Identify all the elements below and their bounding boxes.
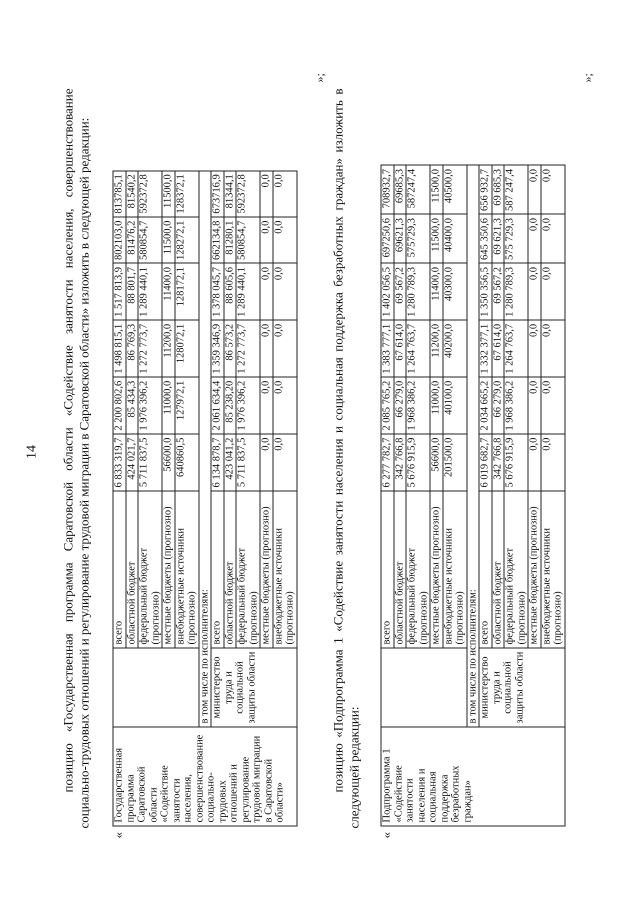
value-cell: 40400,0 <box>443 215 467 264</box>
value-cell: 6 277 782,7 <box>381 434 394 491</box>
value-cell: 1 968 386,2 <box>504 377 528 434</box>
value-cell: 1 280 789,3 <box>406 264 430 321</box>
funding-source-cell: областной бюджет <box>394 491 407 648</box>
value-cell: 88 605,6 <box>224 264 237 321</box>
value-cell: 11500,0 <box>430 215 443 264</box>
funding-source-cell: внебюджетные источники (прогнозно) <box>175 491 199 648</box>
table-row <box>113 171 126 826</box>
value-cell: 0,0 <box>273 264 297 321</box>
funding-source-cell: всего <box>381 491 394 648</box>
value-cell: 0,0 <box>528 166 541 215</box>
in-number-cell: в том числе по исполнителям: <box>467 166 480 728</box>
value-cell: 5 711 837,5 <box>138 434 162 491</box>
value-cell: 81344,1 <box>224 171 237 217</box>
funding-source-cell: областной бюджет <box>492 491 505 648</box>
value-cell: 11200,0 <box>162 320 175 377</box>
value-cell: 40100,0 <box>443 377 467 434</box>
page-number: 14 <box>24 445 40 459</box>
value-cell: 0,0 <box>528 320 541 377</box>
row-label-cell: Подпрограмма 1 «Содействие занятости населения и социальная поддержка безработных граждан» <box>381 727 565 826</box>
paragraph-program-position <box>61 89 92 829</box>
value-cell: 0,0 <box>273 434 297 491</box>
value-cell: 11400,0 <box>162 264 175 321</box>
value-cell: 66 279,0 <box>492 377 505 434</box>
subtotal-spacer-cell <box>381 648 467 727</box>
value-cell: 0,0 <box>273 377 297 434</box>
value-cell: 0,0 <box>541 434 565 491</box>
rotated-document-page <box>1 0 640 905</box>
subtotal-spacer-cell <box>113 648 199 727</box>
open-quote-1: « <box>110 832 126 839</box>
closing-quote-2: »; <box>580 73 595 83</box>
value-cell: 592372,8 <box>138 171 162 217</box>
value-cell: 580854,7 <box>236 217 260 263</box>
value-cell: 1 968 386,2 <box>406 377 430 434</box>
value-cell: 342 766,8 <box>394 434 407 491</box>
closing-quote-1: »; <box>312 73 327 83</box>
funding-source-cell: федеральный бюджет (прогнозно) <box>138 491 162 648</box>
value-cell: 2 061 634,4 <box>211 377 224 434</box>
value-cell: 0,0 <box>541 166 565 215</box>
value-cell: 128372,1 <box>175 171 199 217</box>
value-cell: 128272,1 <box>175 217 199 263</box>
funding-source-cell: федеральный бюджет (прогнозно) <box>406 491 430 648</box>
value-cell: 11400,0 <box>430 264 443 321</box>
value-cell: 11500,0 <box>162 217 175 263</box>
row-label-cell: Государственная программа Саратовской области «Содействие занятости населения, совершенствование социально-трудовых отношений и регулирование трудовой миграции в Саратовской области» <box>113 727 297 826</box>
value-cell: 587 247,4 <box>504 166 528 215</box>
funding-source-cell: всего <box>211 491 224 648</box>
value-cell: 5 676 915,9 <box>406 434 430 491</box>
value-cell: 127972,1 <box>175 377 199 434</box>
value-cell: 592372,8 <box>236 171 260 217</box>
value-cell: 0,0 <box>273 217 297 263</box>
value-cell: 11500,0 <box>430 166 443 215</box>
value-cell: 813785,1 <box>113 171 126 217</box>
value-cell: 88 801,7 <box>126 264 139 321</box>
funding-source-cell: областной бюджет <box>224 491 237 648</box>
funding-source-cell: внебюджетные источники (прогнозно) <box>443 491 467 648</box>
executor-cell: министерство труда и социальной защиты области <box>211 648 297 727</box>
value-cell: 69 567,2 <box>394 264 407 321</box>
value-cell: 1 332 377,1 <box>479 320 492 377</box>
table-row <box>381 166 394 827</box>
value-cell: 81476,2 <box>126 217 139 263</box>
value-cell: 69 685,3 <box>492 166 505 215</box>
value-cell: 662134,8 <box>211 217 224 263</box>
value-cell: 0,0 <box>260 320 273 377</box>
value-cell: 697250,6 <box>381 215 394 264</box>
funding-source-cell: местные бюджеты (прогнозно) <box>162 491 175 648</box>
value-cell: 66 279,0 <box>394 377 407 434</box>
value-cell: 1 498 815,1 <box>113 320 126 377</box>
value-cell: 5 676 915,9 <box>504 434 528 491</box>
funding-source-cell: федеральный бюджет (прогнозно) <box>236 491 260 648</box>
value-cell: 2 034 665,2 <box>479 377 492 434</box>
value-cell: 580854,7 <box>138 217 162 263</box>
funding-source-cell: областной бюджет <box>126 491 139 648</box>
open-quote-2: « <box>378 832 394 839</box>
value-cell: 86 573,2 <box>224 320 237 377</box>
value-cell: 1 378 045,7 <box>211 264 224 321</box>
value-cell: 81540,2 <box>126 171 139 217</box>
value-cell: 587247,4 <box>406 166 430 215</box>
subprogram-funding-table <box>381 165 566 827</box>
value-cell: 1 289 440,1 <box>236 264 260 321</box>
value-cell: 69621,3 <box>394 215 407 264</box>
value-cell: 40500,0 <box>443 166 467 215</box>
value-cell: 0,0 <box>273 171 297 217</box>
value-cell: 6 134 878,7 <box>211 434 224 491</box>
value-cell: 11000,0 <box>430 377 443 434</box>
value-cell: 11200,0 <box>430 320 443 377</box>
value-cell: 0,0 <box>260 377 273 434</box>
executor-cell: министерство труда и социальной защиты области <box>479 648 565 727</box>
value-cell: 1 272 773,7 <box>138 320 162 377</box>
funding-source-cell: внебюджетные источники (прогнозно) <box>541 491 565 648</box>
value-cell: 11500,0 <box>162 171 175 217</box>
value-cell: 128172,1 <box>175 264 199 321</box>
value-cell: 2 200 802,6 <box>113 377 126 434</box>
value-cell: 0,0 <box>528 377 541 434</box>
value-cell: 6 833 319,7 <box>113 434 126 491</box>
table-row <box>467 166 480 827</box>
value-cell: 69 621,3 <box>492 215 505 264</box>
value-cell: 85 238,20 <box>224 377 237 434</box>
paragraph-program-text: позицию «Государственная программа Саратовской области «Содействие занятости населения, совершенствование социально-трудовых отношений и регулирование трудовой миграции в Саратовской области» изложить в следующей редакции: <box>60 88 91 829</box>
value-cell: 1 402 056,5 <box>381 264 394 321</box>
program-funding-table <box>113 170 298 826</box>
funding-source-cell: федеральный бюджет (прогнозно) <box>504 491 528 648</box>
value-cell: 67 614,0 <box>394 320 407 377</box>
value-cell: 0,0 <box>541 377 565 434</box>
value-cell: 56600,0 <box>430 434 443 491</box>
value-cell: 1 383 777,1 <box>381 320 394 377</box>
value-cell: 1 272 773,7 <box>236 320 260 377</box>
value-cell: 1 289 440,1 <box>138 264 162 321</box>
value-cell: 85 434,3 <box>126 377 139 434</box>
value-cell: 575 729,3 <box>504 215 528 264</box>
value-cell: 201500,0 <box>443 434 467 491</box>
value-cell: 0,0 <box>528 215 541 264</box>
value-cell: 1 359 346,9 <box>211 320 224 377</box>
funding-source-cell: местные бюджеты (прогнозно) <box>260 491 273 648</box>
value-cell: 86 769,3 <box>126 320 139 377</box>
value-cell: 40200,0 <box>443 320 467 377</box>
value-cell: 0,0 <box>528 434 541 491</box>
in-number-cell: в том числе по исполнителям: <box>199 171 212 727</box>
value-cell: 342 766,8 <box>492 434 505 491</box>
value-cell: 0,0 <box>528 264 541 321</box>
value-cell: 11000,0 <box>162 377 175 434</box>
value-cell: 0,0 <box>260 171 273 217</box>
value-cell: 0,0 <box>260 264 273 321</box>
value-cell: 1 264 763,7 <box>406 320 430 377</box>
paragraph-subprogram-position <box>331 89 362 829</box>
value-cell: 56600,0 <box>162 434 175 491</box>
value-cell: 708932,7 <box>381 166 394 215</box>
value-cell: 67 614,0 <box>492 320 505 377</box>
funding-source-cell: внебюджетные источники (прогнозно) <box>273 491 297 648</box>
value-cell: 802103,0 <box>113 217 126 263</box>
value-cell: 69 567,2 <box>492 264 505 321</box>
value-cell: 575729,3 <box>406 215 430 264</box>
value-cell: 424 021,7 <box>126 434 139 491</box>
value-cell: 6 019 682,7 <box>479 434 492 491</box>
value-cell: 81280,1 <box>224 217 237 263</box>
funding-source-cell: местные бюджеты (прогнозно) <box>430 491 443 648</box>
value-cell: 1 976 396,2 <box>138 377 162 434</box>
value-cell: 2 085 765,2 <box>381 377 394 434</box>
value-cell: 0,0 <box>260 217 273 263</box>
value-cell: 0,0 <box>260 434 273 491</box>
value-cell: 40300,0 <box>443 264 467 321</box>
funding-source-cell: всего <box>113 491 126 648</box>
value-cell: 1 517 813,9 <box>113 264 126 321</box>
value-cell: 0,0 <box>273 320 297 377</box>
value-cell: 0,0 <box>541 264 565 321</box>
value-cell: 645 350,6 <box>479 215 492 264</box>
value-cell: 0,0 <box>541 320 565 377</box>
value-cell: 0,0 <box>541 215 565 264</box>
value-cell: 1 280 789,3 <box>504 264 528 321</box>
value-cell: 1 976 396,2 <box>236 377 260 434</box>
table-row <box>479 166 492 827</box>
funding-source-cell: местные бюджеты (прогнозно) <box>528 491 541 648</box>
paragraph-subprogram-text: позицию «Подпрограмма 1 «Содействие занятости населения и социальная поддержка безработных граждан» изложить в следующей редакции: <box>330 88 361 829</box>
value-cell: 423 041,2 <box>224 434 237 491</box>
value-cell: 5 711 837,5 <box>236 434 260 491</box>
value-cell: 128072,1 <box>175 320 199 377</box>
value-cell: 69685,3 <box>394 166 407 215</box>
value-cell: 1 350 356,5 <box>479 264 492 321</box>
funding-source-cell: всего <box>479 491 492 648</box>
value-cell: 673716,9 <box>211 171 224 217</box>
value-cell: 656 932,7 <box>479 166 492 215</box>
value-cell: 640860,5 <box>175 434 199 491</box>
value-cell: 1 264 763,7 <box>504 320 528 377</box>
